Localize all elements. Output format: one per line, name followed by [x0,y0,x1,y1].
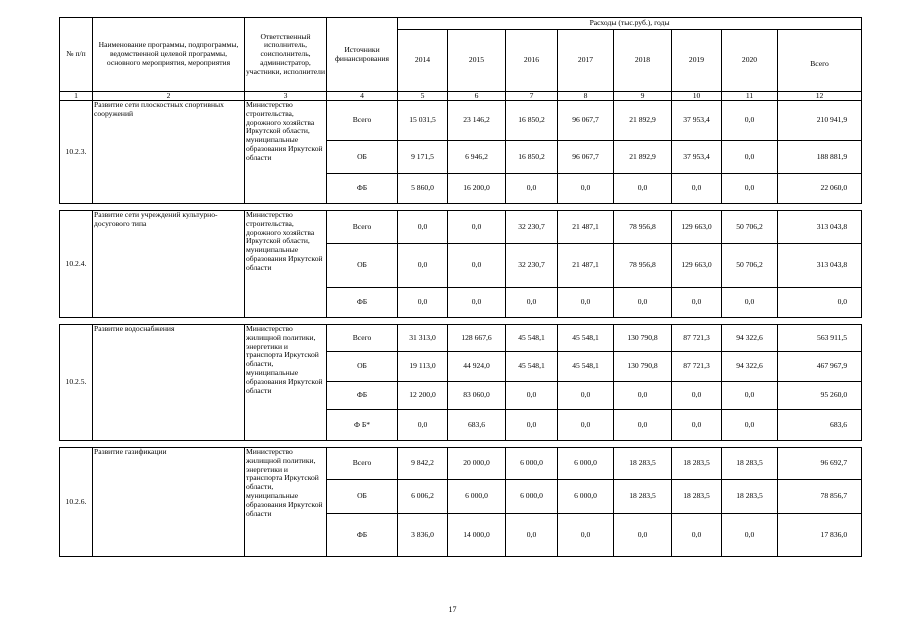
year-value: 130 790,8 [614,352,672,382]
year-value: 0,0 [614,174,672,204]
year-value: 0,0 [722,288,778,318]
year-value: 31 313,0 [398,325,448,352]
index-cell: 9 [614,92,672,101]
index-cell: 1 [60,92,93,101]
year-value: 87 721,3 [672,352,722,382]
funding-source: Всего [327,211,398,244]
year-value: 9 171,5 [398,141,448,174]
year-value: 6 006,2 [398,480,448,514]
total-value: 95 260,0 [778,382,862,410]
index-cell: 4 [327,92,398,101]
year-value: 0,0 [614,514,672,557]
year-value: 16 850,2 [506,101,558,141]
year-value: 6 000,0 [558,480,614,514]
responsible-executor: Министерство строительства, дорожного хозяйства Иркутской области, муниципальные образования Иркутской области [245,101,327,204]
year-value: 0,0 [722,382,778,410]
measure-name: Развитие сети плоскостных спортивных сооружений [93,101,245,204]
year-value: 18 283,5 [614,448,672,480]
total-value: 188 881,9 [778,141,862,174]
year-value: 45 548,1 [558,325,614,352]
year-value: 94 322,6 [722,352,778,382]
year-value: 3 836,0 [398,514,448,557]
year-value: 130 790,8 [614,325,672,352]
funding-source: ОБ [327,480,398,514]
page-number: 17 [448,605,457,614]
header-year: 2019 [672,30,722,92]
year-value: 0,0 [398,211,448,244]
year-value: 0,0 [398,410,448,441]
year-value: 0,0 [558,410,614,441]
total-value: 96 692,7 [778,448,862,480]
year-value: 50 706,2 [722,244,778,288]
year-value: 5 860,0 [398,174,448,204]
index-cell: 3 [245,92,327,101]
year-value: 128 667,6 [448,325,506,352]
year-value: 0,0 [398,244,448,288]
year-value: 0,0 [672,514,722,557]
measure-name: Развитие водоснабжения [93,325,245,441]
index-cell: 6 [448,92,506,101]
funding-source: ФБ [327,514,398,557]
index-cell: 12 [778,92,862,101]
total-value: 210 941,9 [778,101,862,141]
year-value: 14 000,0 [448,514,506,557]
year-value: 6 000,0 [558,448,614,480]
funding-source: ОБ [327,141,398,174]
index-cell: 2 [93,92,245,101]
total-value: 0,0 [778,288,862,318]
year-value: 0,0 [448,211,506,244]
year-value: 87 721,3 [672,325,722,352]
row-code: 10.2.4. [60,211,93,318]
year-value: 96 067,7 [558,141,614,174]
row-code: 10.2.3. [60,101,93,204]
header-expenses: Расходы (тыс.руб.), годы [398,18,862,30]
year-value: 21 487,1 [558,244,614,288]
year-value: 21 892,9 [614,141,672,174]
table-row [60,211,862,244]
year-value: 21 892,9 [614,101,672,141]
year-value: 6 000,0 [506,448,558,480]
table-row [60,101,862,141]
year-value: 6 000,0 [448,480,506,514]
year-value: 0,0 [506,514,558,557]
year-value: 0,0 [722,101,778,141]
total-value: 683,6 [778,410,862,441]
measure-name: Развитие сети учреждений культурно-досугового типа [93,211,245,318]
funding-source: ОБ [327,352,398,382]
year-value: 0,0 [722,410,778,441]
responsible-executor: Министерство жилищной политики, энергетики и транспорта Иркутской области, муниципальные образования Иркутской области [245,448,327,557]
funding-source: Всего [327,448,398,480]
responsible-executor: Министерство строительства, дорожного хозяйства Иркутской области, муниципальные образования Иркутской области [245,211,327,318]
year-value: 23 146,2 [448,101,506,141]
year-value: 18 283,5 [722,448,778,480]
header-year: 2014 [398,30,448,92]
year-value: 44 924,0 [448,352,506,382]
funding-source: ФБ [327,288,398,318]
year-value: 0,0 [506,174,558,204]
year-value: 18 283,5 [722,480,778,514]
index-cell: 8 [558,92,614,101]
total-value: 313 043,8 [778,244,862,288]
total-value: 467 967,9 [778,352,862,382]
total-value: 78 856,7 [778,480,862,514]
year-value: 37 953,4 [672,141,722,174]
year-value: 50 706,2 [722,211,778,244]
year-value: 0,0 [672,288,722,318]
gap-cell [60,441,862,448]
year-value: 21 487,1 [558,211,614,244]
year-value: 37 953,4 [672,101,722,141]
total-value: 563 911,5 [778,325,862,352]
header-year: 2016 [506,30,558,92]
index-cell: 7 [506,92,558,101]
group-gap [60,318,862,325]
table-row [60,448,862,480]
year-value: 9 842,2 [398,448,448,480]
year-value: 15 031,5 [398,101,448,141]
year-value: 0,0 [672,382,722,410]
year-value: 0,0 [506,410,558,441]
year-value: 18 283,5 [614,480,672,514]
year-value: 0,0 [614,382,672,410]
index-cell: 11 [722,92,778,101]
year-value: 78 956,8 [614,244,672,288]
funding-source: Всего [327,101,398,141]
year-value: 0,0 [722,514,778,557]
header-total: Всего [778,30,862,92]
year-value: 6 000,0 [506,480,558,514]
budget-table [59,17,862,557]
funding-source: ФБ [327,174,398,204]
year-value: 129 663,0 [672,244,722,288]
year-value: 0,0 [448,244,506,288]
year-value: 96 067,7 [558,101,614,141]
group-gap [60,441,862,448]
year-value: 129 663,0 [672,211,722,244]
row-code: 10.2.5. [60,325,93,441]
index-cell: 10 [672,92,722,101]
year-value: 16 850,2 [506,141,558,174]
year-value: 16 200,0 [448,174,506,204]
year-value: 6 946,2 [448,141,506,174]
year-value: 0,0 [448,288,506,318]
year-value: 0,0 [614,288,672,318]
funding-source: ОБ [327,244,398,288]
header-name: Наименование программы, подпрограммы, ведомственной целевой программы, основного мероприятия, мероприятия [93,18,245,92]
year-value: 94 322,6 [722,325,778,352]
responsible-executor: Министерство жилищной политики, энергетики и транспорта Иркутской области, муниципальные образования Иркутской области [245,325,327,441]
year-value: 683,6 [448,410,506,441]
funding-source: ФБ [327,382,398,410]
total-value: 17 836,0 [778,514,862,557]
header-num: № п/п [60,18,93,92]
year-value: 32 230,7 [506,244,558,288]
year-value: 0,0 [672,174,722,204]
funding-source: Ф Б* [327,410,398,441]
year-value: 32 230,7 [506,211,558,244]
year-value: 0,0 [722,174,778,204]
year-value: 0,0 [398,288,448,318]
total-value: 22 060,0 [778,174,862,204]
header-year: 2015 [448,30,506,92]
year-value: 83 060,0 [448,382,506,410]
year-value: 0,0 [614,410,672,441]
gap-cell [60,318,862,325]
year-value: 45 548,1 [506,325,558,352]
header-year: 2018 [614,30,672,92]
year-value: 18 283,5 [672,448,722,480]
year-value: 0,0 [558,288,614,318]
year-value: 12 200,0 [398,382,448,410]
year-value: 0,0 [558,174,614,204]
header-source: Источники финансирования [327,18,398,92]
year-value: 0,0 [506,288,558,318]
year-value: 0,0 [506,382,558,410]
year-value: 18 283,5 [672,480,722,514]
year-value: 78 956,8 [614,211,672,244]
row-code: 10.2.6. [60,448,93,557]
total-value: 313 043,8 [778,211,862,244]
header-year: 2020 [722,30,778,92]
year-value: 0,0 [558,382,614,410]
funding-source: Всего [327,325,398,352]
year-value: 45 548,1 [506,352,558,382]
measure-name: Развитие газификации [93,448,245,557]
header-year: 2017 [558,30,614,92]
year-value: 0,0 [558,514,614,557]
header-responsible: Ответственный исполнитель, соисполнитель, администратор, участники, исполнители [245,18,327,92]
table-row [60,325,862,352]
year-value: 45 548,1 [558,352,614,382]
year-value: 20 000,0 [448,448,506,480]
year-value: 19 113,0 [398,352,448,382]
year-value: 0,0 [672,410,722,441]
year-value: 0,0 [722,141,778,174]
index-cell: 5 [398,92,448,101]
